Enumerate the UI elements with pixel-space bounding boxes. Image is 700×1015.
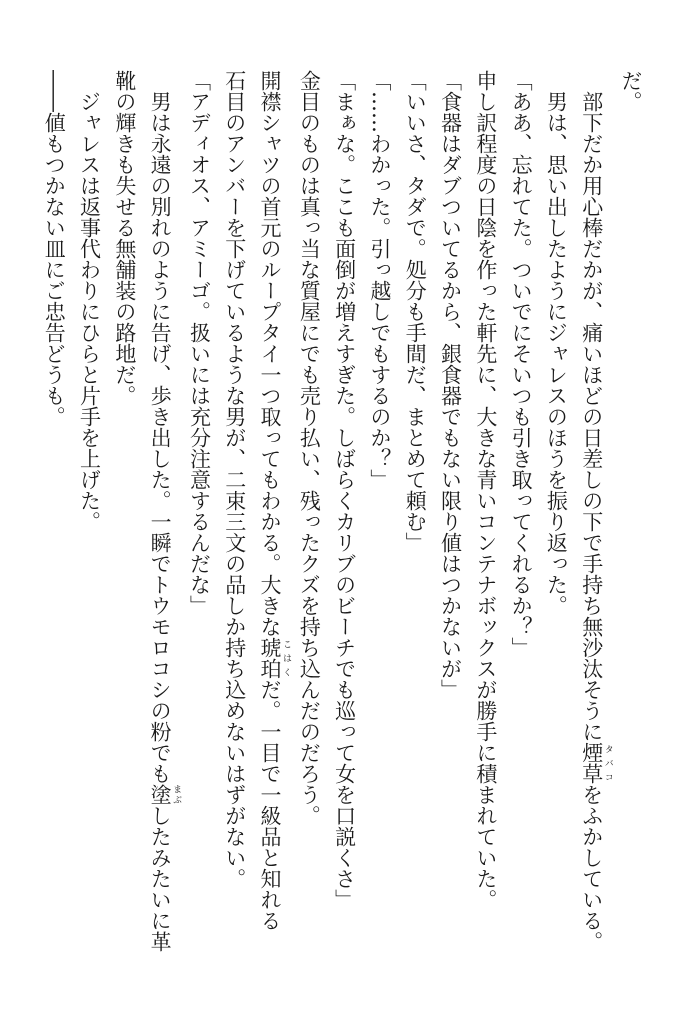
- text-line-3: 男は、思い出したようにジャレスのほうを振り返った。: [544, 91, 569, 616]
- text-line-2: 部下だか用心棒だかが、痛いほどの日差しの下で手持ち無沙汰そうに煙草 タバコをふかしている。: [579, 91, 613, 952]
- ruby-tabako: 煙草 タバコ: [579, 742, 613, 784]
- text-line-14: 男は永遠の別れのように告げ、歩き出した。一瞬でトウモロコシの粉でも塗 まぶしたみたいに革: [148, 91, 182, 952]
- text-line-15: 靴の輝きも失せる無舗装の路地だ。: [112, 70, 137, 406]
- text-line-16: ジャレスは返事代わりにひらと片手を上げた。: [77, 91, 102, 532]
- text-line-10: 金目のものは真っ当な質屋にでも売り払い、残ったクズを持ち込んだのだろう。: [297, 70, 322, 826]
- text-line-1: だ。: [619, 70, 643, 112]
- ruby-mabu: 塗 まぶ: [148, 784, 182, 805]
- text-line-4: 「ああ、忘れてた。ついでにそいつも引き取ってくれるか？」: [509, 70, 534, 658]
- text-line-6: 「食器はダブついてるから、銀食器でもない限り値はつかないが」: [438, 70, 463, 700]
- text-line-12: 石目のアンバーを下げているような男が、二束三文の品しか持ち込めないはずがない。: [222, 70, 247, 889]
- ruby-kohaku: 琥珀 こはく: [258, 637, 292, 679]
- text-line-13: 「アディオス、アミーゴ。扱いには充分注意するんだな」: [187, 70, 212, 616]
- text-line-5: 申し訳程度の日陰を作った軒先に、大きな青いコンテナボックスが勝手に積まれていた。: [473, 70, 498, 910]
- text-line-7: 「いいさ、タダで。処分も手間だ、まとめて頼む」: [403, 70, 428, 553]
- text-line-8: 「……わかった。引っ越しでもするのか？」: [367, 70, 392, 490]
- text-line-9: 「まぁな。ここも面倒が増えすぎた。しばらくカリブのビーチでも巡って女を口説くさ」: [332, 70, 357, 910]
- body-text: [36, 70, 648, 970]
- text-line-17: ――値もつかない皿にご忠告どうも。: [42, 70, 67, 427]
- text-line-11: 開襟シャツの首元のループタイ一つ取ってもわかる。大きな琥珀 こはくだ。一目で一級品と知れる: [258, 70, 292, 931]
